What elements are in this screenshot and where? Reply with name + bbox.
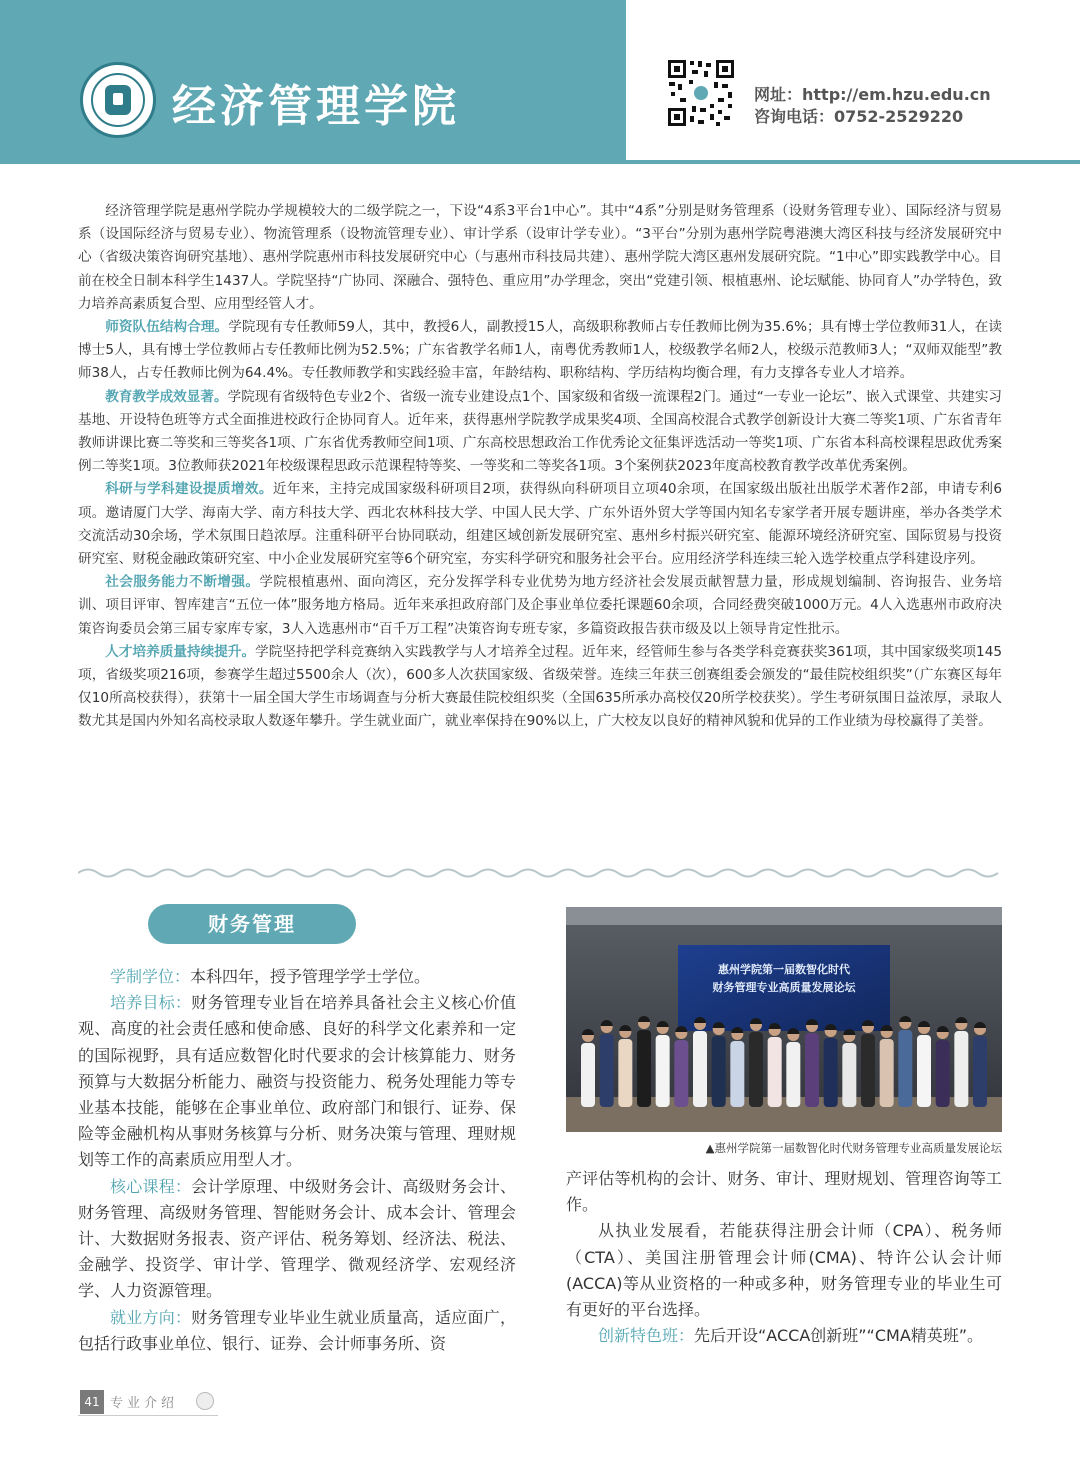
photo-person [786, 1042, 800, 1107]
photo-screen-line: 财务管理专业高质量发展论坛 [712, 981, 856, 994]
page-number: 41 [80, 1390, 104, 1414]
footer-ornament-icon [196, 1392, 214, 1410]
duration-label: 学制学位： [110, 967, 191, 986]
photo-person [824, 1038, 838, 1107]
qr-code-icon [666, 58, 736, 128]
photo-person [898, 1030, 912, 1107]
university-seal-icon [80, 62, 156, 138]
major-left-column [78, 964, 516, 1357]
duration-paragraph [78, 964, 516, 990]
photo-person [674, 1040, 688, 1107]
courses-paragraph [78, 1174, 516, 1305]
jobs-continued: 产评估等机构的会计、财务、审计、理财规划、管理咨询等工作。 [566, 1169, 1002, 1215]
paragraph-heading: 社会服务能力不断增强。 [105, 574, 260, 591]
duration-text: 本科四年，授予管理学学士学位。 [190, 967, 431, 986]
photo-person [954, 1031, 968, 1107]
goal-paragraph [78, 990, 516, 1173]
paragraph-body: 学院现有专任教师59人，其中，教授6人，副教授15人，高级职称教师占专任教师比例为35.6%；具有博士学位教师31人，在读博士5人，具有博士学位教师占专任教师比例为52.5%；广东省教学名师1人，南粤优秀教师1人，校级教学名师2人，校级示范教师3人；“双师双能型”教师38人，占专任教师比例为64.4%。专任教师教学和实践经验丰富，年龄结构、职称结构、学历结构均衡合理，有力支撑各专业人才培养。 [78, 319, 1002, 382]
paragraph-heading: 人才培养质量持续提升。 [105, 643, 256, 660]
header-divider [0, 160, 1080, 164]
jobs-text: 财务管理专业毕业生就业质量高，适应面广，包括行政事业单位、银行、证券、会计师事务所、资 [78, 1307, 516, 1353]
major-title-badge: 财务管理 [148, 904, 356, 944]
page-title: 经济管理学院 [172, 81, 460, 132]
intro-paragraph [78, 641, 1002, 734]
photo-person [842, 1043, 856, 1107]
photo-person [730, 1041, 744, 1107]
paragraph-body: 学院根植惠州、面向湾区，充分发挥学科专业优势为地方经济社会发展贡献智慧力量，形成规划编制、咨询报告、业务培训、项目评审、智库建言“五位一体”服务地方格局。近年来承担政府部门及企事业单位委托课题60余项，合同经费突破1000万元。4人入选惠州市政府决策咨询委员会第三届专家库专家，3人入选惠州市“百千万工程”决策咨询专班专家，多篇资政报告获市级及以上领导肯定性批示。 [78, 574, 1003, 637]
intro-paragraph [78, 386, 1002, 479]
photo-person [656, 1035, 670, 1107]
paragraph-body: 近年来，主持完成国家级科研项目2项，获得纵向科研项目立项40余项，在国家级出版社出版学术著作2部，申请专利6项。邀请厦门大学、海南大学、南方科技大学、西北农林科技大学、中国人民大学、广东外语外贸大学等国内知名专家学者开展专题讲座，举办各类学术交流活动30余场，学术氛围日趋浓厚。注重科研平台协同联动，组建区域创新发展研究室、惠州乡村振兴研究室、能源环境经济研究室、国际贸易与投资研究室、财税金融政策研究室、中小企业发展研究室等6个研究室，夯实科学研究和服务社会平台。应用经济学科连续三轮入选学校重点学科建设序列。 [78, 481, 1003, 568]
photo-person [637, 1030, 651, 1107]
phone-text: 咨询电话：0752-2529220 [754, 107, 964, 126]
photo-person [712, 1036, 726, 1107]
photo-person [693, 1031, 707, 1107]
photo-person [618, 1039, 632, 1107]
courses-text: 会计学原理、中级财务会计、高级财务会计、财务管理、高级财务管理、智能财务会计、成本会计、管理会计、大数据财务报表、资产评估、税务筹划、经济法、税法、金融学、投资学、审计学、管理学、微观经济学、宏观经济学、人力资源管理。 [78, 1176, 516, 1301]
photo-person [581, 1043, 595, 1107]
website-text: 网址：http://em.hzu.edu.cn [754, 85, 991, 104]
paragraph-heading: 科研与学科建设提质增效。 [105, 481, 273, 498]
intro-paragraph [78, 478, 1002, 571]
paragraph-body: 学院现有省级特色专业2个、省级一流专业建设点1个、国家级和省级一流课程2门。通过“一专业一论坛”、嵌入式课堂、共建实习基地、开设特色班等方式全面推进校政行企协同育人。近年来，获得惠州学院教学成果奖4项、全国高校混合式教学创新设计大赛二等奖1项、广东省青年教师讲课比赛二等奖和三等奖各1项、广东省优秀教师空间1项、广东高校思想政治工作优秀论文征集评选活动一等奖1项、广东省本科高校课程思政优秀案例二等奖1项。3位教师获2021年校级课程思政示范课程特等奖、一等奖和二等奖各1项。3个案例获2023年度高校教育教学改革优秀案例。 [78, 388, 1003, 475]
photo-person [768, 1037, 782, 1107]
jobs-label: 就业方向： [110, 1307, 192, 1327]
courses-label: 核心课程： [110, 1176, 192, 1196]
intro-paragraph: 经济管理学院是惠州学院办学规模较大的二级学院之一，下设“4系3平台1中心”。其中“4系”分别是财务管理系（设财务管理专业）、国际经济与贸易系（设国际经济与贸易专业）、物流管理系（设物流管理专业）、审计学系（设审计学专业）。“3平台”分别为惠州学院粤港澳大湾区科技与经济发展研究中心（省级决策咨询研究基地）、惠州学院惠州市科技发展研究中心（与惠州市科技局共建）、惠州学院大湾区惠州发展研究院。“1中心”即实践教学中心。目前在校全日制本科学生1437人。学院坚持“广协同、深融合、强特色、重应用”办学理念，突出“党建引领、根植惠州、论坛赋能、协同育人”办学特色，致力培养高素质复合型、应用型经管人才。 [78, 203, 1002, 312]
photo-person [936, 1040, 950, 1107]
intro-paragraph [78, 571, 1002, 641]
career-paragraph: 从执业发展看，若能获得注册会计师（CPA）、税务师（CTA）、美国注册管理会计师(CMA)、特许公认会计师(ACCA)等从业资格的一种或多种，财务管理专业的毕业生可有更好的平台选择。 [566, 1221, 1002, 1320]
photo-person [805, 1033, 819, 1107]
goal-label: 培养目标： [110, 993, 192, 1013]
goal-text: 财务管理专业旨在培养具备社会主义核心价值观、高度的社会责任感和使命感、良好的科学文化素养和一定的国际视野，具有适应数智化时代要求的会计核算能力、财务预算与大数据分析能力、融资与投资能力、税务处理能力等专业基本技能，能够在企事业单位、政府部门和银行、证券、保险等金融机构从事财务核算与分析、财务决策与管理、理财规划等工作的高素质应用型人才。 [78, 993, 516, 1170]
photo-person [973, 1036, 987, 1107]
paragraph-heading: 教育教学成效显著。 [105, 388, 228, 405]
special-class-paragraph [566, 1323, 1002, 1349]
photo-person [749, 1032, 763, 1107]
photo-person [861, 1034, 875, 1107]
special-class-label: 创新特色班： [598, 1326, 695, 1346]
photo-person [600, 1034, 614, 1107]
special-class-text: 先后开设“ACCA创新班”“CMA精英班”。 [694, 1326, 984, 1346]
wave-divider [78, 866, 1002, 880]
paragraph-heading: 师资队伍结构合理。 [105, 319, 229, 336]
major-right-column [566, 1166, 1002, 1349]
paragraph-body: 学院坚持把学科竞赛纳入实践教学与人才培养全过程。近年来，经管师生参与各类学科竞赛获奖361项，其中国家级奖项145项，省级奖项216项，参赛学生超过5500余人（次），600多人次获国家级、省级荣誉。连续三年获三创赛组委会颁发的“最佳院校组织奖”（广东赛区每年仅10所高校获得），获第十一届全国大学生市场调查与分析大赛最佳院校组织奖（全国635所承办高校仅20所学校获奖）。学生考研氛围日益浓厚，录取人数尤其是国内外知名高校录取人数逐年攀升。学生就业面广，就业率保持在90%以上，广大校友以良好的精神风貌和优异的工作业绩为母校赢得了美誉。 [78, 643, 1003, 730]
contact-info [754, 84, 991, 128]
photo-person [880, 1039, 894, 1107]
photo-screen-line: 惠州学院第一届数智化时代 [718, 963, 850, 976]
forum-photo [566, 907, 1002, 1132]
footer-rule [78, 1415, 218, 1416]
intro-paragraph [78, 316, 1002, 386]
photo-caption: ▲惠州学院第一届数智化时代财务管理专业高质量发展论坛 [705, 1141, 1002, 1155]
college-intro [78, 200, 1002, 734]
photo-person [917, 1035, 931, 1107]
footer-section-label: 专业介绍 [110, 1396, 179, 1411]
jobs-paragraph [78, 1305, 516, 1357]
